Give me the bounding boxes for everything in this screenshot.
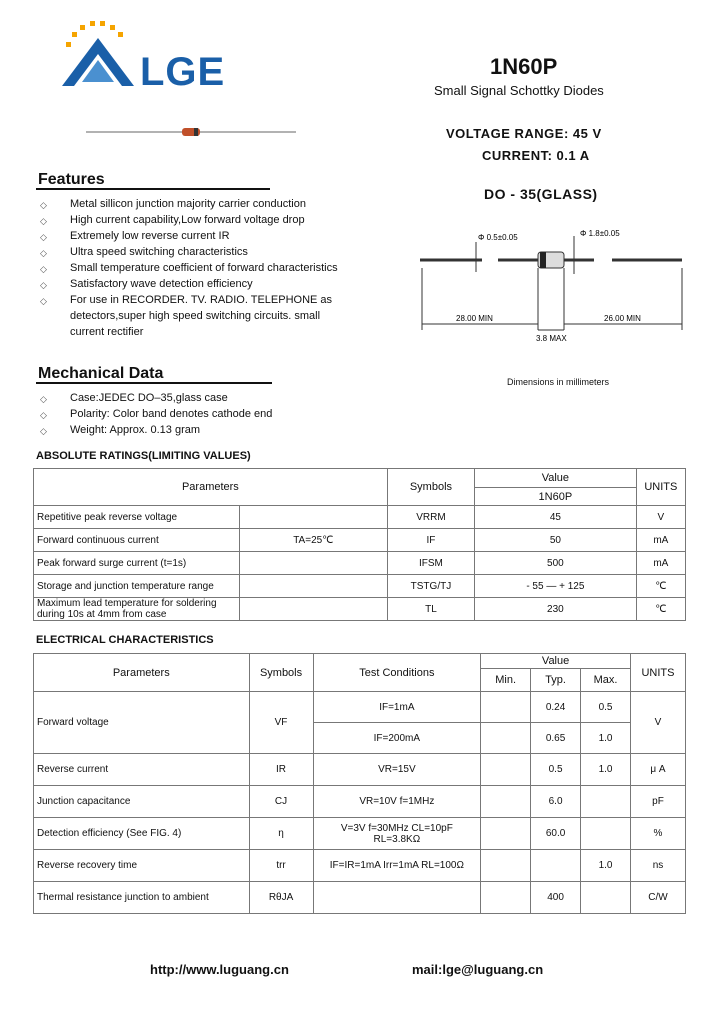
min-cell — [481, 850, 531, 882]
diamond-bullet-icon: ◇ — [40, 216, 47, 226]
features-item: ◇ Metal sillicon junction majority carrier conduction — [38, 196, 338, 212]
elec-header-conditions: Test Conditions — [313, 654, 481, 692]
elec-header-min: Min. — [481, 669, 531, 692]
typ-cell: 400 — [531, 882, 581, 914]
diamond-bullet-icon: ◇ — [40, 232, 47, 242]
typ-cell: 6.0 — [531, 786, 581, 818]
max-cell — [581, 882, 631, 914]
unit-cell: ℃ — [636, 575, 685, 598]
mechanical-rule — [36, 382, 272, 384]
value-cell: 50 — [475, 529, 637, 552]
diamond-bullet-icon: ◇ — [40, 248, 47, 258]
condition-cell: VR=15V — [313, 754, 481, 786]
typ-cell: 0.5 — [531, 754, 581, 786]
symbol-cell: RθJA — [249, 882, 313, 914]
max-cell: 1.0 — [581, 850, 631, 882]
mechanical-item: ◇ Polarity: Color band denotes cathode end — [38, 406, 338, 422]
subtitle: Small Signal Schottky Diodes — [434, 83, 604, 98]
unit-cell: mA — [636, 529, 685, 552]
table-row — [34, 850, 686, 882]
condition-cell — [239, 552, 387, 575]
param-cell: Repetitive peak reverse voltage — [34, 506, 240, 529]
symbol-cell: IFSM — [387, 552, 474, 575]
symbol-cell: TSTG/TJ — [387, 575, 474, 598]
vf-unit: V — [630, 692, 685, 754]
package-dimension-diagram — [416, 222, 688, 348]
symbol-cell: trr — [249, 850, 313, 882]
abs-header-parameters: Parameters — [34, 469, 388, 506]
param-cell: Forward continuous current — [34, 529, 240, 552]
param-cell: Reverse current — [34, 754, 250, 786]
unit-cell: C/W — [630, 882, 685, 914]
condition-cell — [313, 882, 481, 914]
param-cell: Maximum lead temperature for soldering during 10s at 4mm from case — [34, 598, 240, 621]
table-row — [34, 754, 686, 786]
unit-cell: pF — [630, 786, 685, 818]
voltage-range: VOLTAGE RANGE: 45 V — [446, 126, 602, 141]
min-cell — [481, 818, 531, 850]
max-cell: 1.0 — [581, 754, 631, 786]
mechanical-title: Mechanical Data — [38, 365, 164, 382]
features-item: ◇ High current capability,Low forward voltage drop — [38, 212, 338, 228]
vf-typ-2: 0.65 — [531, 723, 581, 754]
vf-max-2: 1.0 — [581, 723, 631, 754]
lge-logo-icon — [58, 18, 140, 90]
param-cell: Reverse recovery time — [34, 850, 250, 882]
min-cell — [481, 882, 531, 914]
symbol-cell: VRRM — [387, 506, 474, 529]
features-rule — [36, 188, 270, 190]
min-cell — [481, 786, 531, 818]
diamond-bullet-icon: ◇ — [40, 410, 47, 420]
condition-cell — [239, 575, 387, 598]
diode-image — [86, 126, 296, 138]
table-row — [34, 529, 686, 552]
typ-cell: 60.0 — [531, 818, 581, 850]
unit-cell: V — [636, 506, 685, 529]
unit-cell: mA — [636, 552, 685, 575]
table-row — [34, 786, 686, 818]
condition-cell: TA=25℃ — [239, 529, 387, 552]
elec-header-parameters: Parameters — [34, 654, 250, 692]
body-diameter-label: Φ 1.8±0.05 — [580, 229, 620, 238]
min-cell — [481, 754, 531, 786]
value-cell: 230 — [475, 598, 637, 621]
elec-header-value: Value — [481, 654, 631, 669]
symbol-cell: η — [249, 818, 313, 850]
vf-cond-1: IF=1mA — [313, 692, 481, 723]
elec-header-max: Max. — [581, 669, 631, 692]
abs-header-value: Value — [475, 469, 637, 488]
elec-header-units: UNITS — [630, 654, 685, 692]
symbol-cell: IR — [249, 754, 313, 786]
condition-cell: V=3V f=30MHz CL=10pF RL=3.8KΩ — [313, 818, 481, 850]
abs-header-units: UNITS — [636, 469, 685, 506]
table-row — [34, 818, 686, 850]
condition-cell — [239, 598, 387, 621]
table-row — [34, 598, 686, 621]
value-cell: 500 — [475, 552, 637, 575]
param-cell: Storage and junction temperature range — [34, 575, 240, 598]
abs-header-symbols: Symbols — [387, 469, 474, 506]
electrical-title: ELECTRICAL CHARACTERISTICS — [36, 634, 214, 646]
condition-cell — [239, 506, 387, 529]
table-row — [34, 882, 686, 914]
features-item: ◇ Extremely low reverse current IR — [38, 228, 338, 244]
param-cell: Peak forward surge current (t=1s) — [34, 552, 240, 575]
features-item: ◇ For use in RECORDER. TV. RADIO. TELEPHONE as detectors,super high speed switching circuits. small current rectifier — [40, 294, 333, 338]
part-number: 1N60P — [490, 54, 558, 79]
vf-max-1: 0.5 — [581, 692, 631, 723]
vf-symbol: VF — [249, 692, 313, 754]
diamond-bullet-icon: ◇ — [40, 200, 47, 210]
table-row — [34, 552, 686, 575]
param-cell: Junction capacitance — [34, 786, 250, 818]
elec-header-symbols: Symbols — [249, 654, 313, 692]
features-item: ◇ Satisfactory wave detection efficiency — [38, 276, 338, 292]
abs-header-part: 1N60P — [475, 488, 637, 506]
mechanical-item: ◇ Case:JEDEC DO–35,glass case — [38, 390, 338, 406]
lead-diameter-label: Φ 0.5±0.05 — [478, 233, 518, 242]
unit-cell: % — [630, 818, 685, 850]
electrical-table — [33, 653, 686, 914]
dimension-note: Dimensions in millimeters — [507, 377, 610, 387]
unit-cell: μ A — [630, 754, 685, 786]
symbol-cell: CJ — [249, 786, 313, 818]
elec-header-typ: Typ. — [531, 669, 581, 692]
right-lead-length: 26.00 MIN — [604, 314, 641, 323]
param-cell: Thermal resistance junction to ambient — [34, 882, 250, 914]
unit-cell: ℃ — [636, 598, 685, 621]
diamond-bullet-icon: ◇ — [40, 394, 47, 404]
table-row — [34, 575, 686, 598]
features-item: ◇ Small temperature coefficient of forward characteristics — [38, 260, 338, 276]
current-rating: CURRENT: 0.1 A — [482, 148, 590, 163]
package-title: DO - 35(GLASS) — [484, 186, 598, 202]
left-lead-length: 28.00 MIN — [456, 314, 493, 323]
absolute-ratings-table — [33, 468, 686, 621]
condition-cell: VR=10V f=1MHz — [313, 786, 481, 818]
diamond-bullet-icon: ◇ — [40, 296, 47, 306]
unit-cell: ns — [630, 850, 685, 882]
value-cell: 45 — [475, 506, 637, 529]
value-cell: - 55 — + 125 — [475, 575, 637, 598]
typ-cell — [531, 850, 581, 882]
symbol-cell: IF — [387, 529, 474, 552]
max-cell — [581, 786, 631, 818]
vf-param: Forward voltage — [34, 692, 250, 754]
diamond-bullet-icon: ◇ — [40, 264, 47, 274]
footer-url[interactable]: http://www.luguang.cn — [150, 962, 289, 977]
vf-cond-2: IF=200mA — [313, 723, 481, 754]
footer-mail[interactable]: mail:lge@luguang.cn — [412, 962, 544, 977]
symbol-cell: TL — [387, 598, 474, 621]
diamond-bullet-icon: ◇ — [40, 280, 47, 290]
param-cell: Detection efficiency (See FIG. 4) — [34, 818, 250, 850]
absolute-ratings-title: ABSOLUTE RATINGS(LIMITING VALUES) — [36, 450, 251, 462]
diamond-bullet-icon: ◇ — [40, 426, 47, 436]
features-title: Features — [38, 171, 105, 188]
table-row — [34, 506, 686, 529]
features-list — [38, 196, 338, 340]
mechanical-list — [38, 390, 338, 438]
mechanical-item: ◇ Weight: Approx. 0.13 gram — [38, 422, 338, 438]
body-length: 3.8 MAX — [536, 334, 567, 343]
vf-typ-1: 0.24 — [531, 692, 581, 723]
brand-name: LGE — [140, 50, 226, 94]
features-item: ◇ Ultra speed switching characteristics — [38, 244, 338, 260]
condition-cell: IF=IR=1mA Irr=1mA RL=100Ω — [313, 850, 481, 882]
max-cell — [581, 818, 631, 850]
